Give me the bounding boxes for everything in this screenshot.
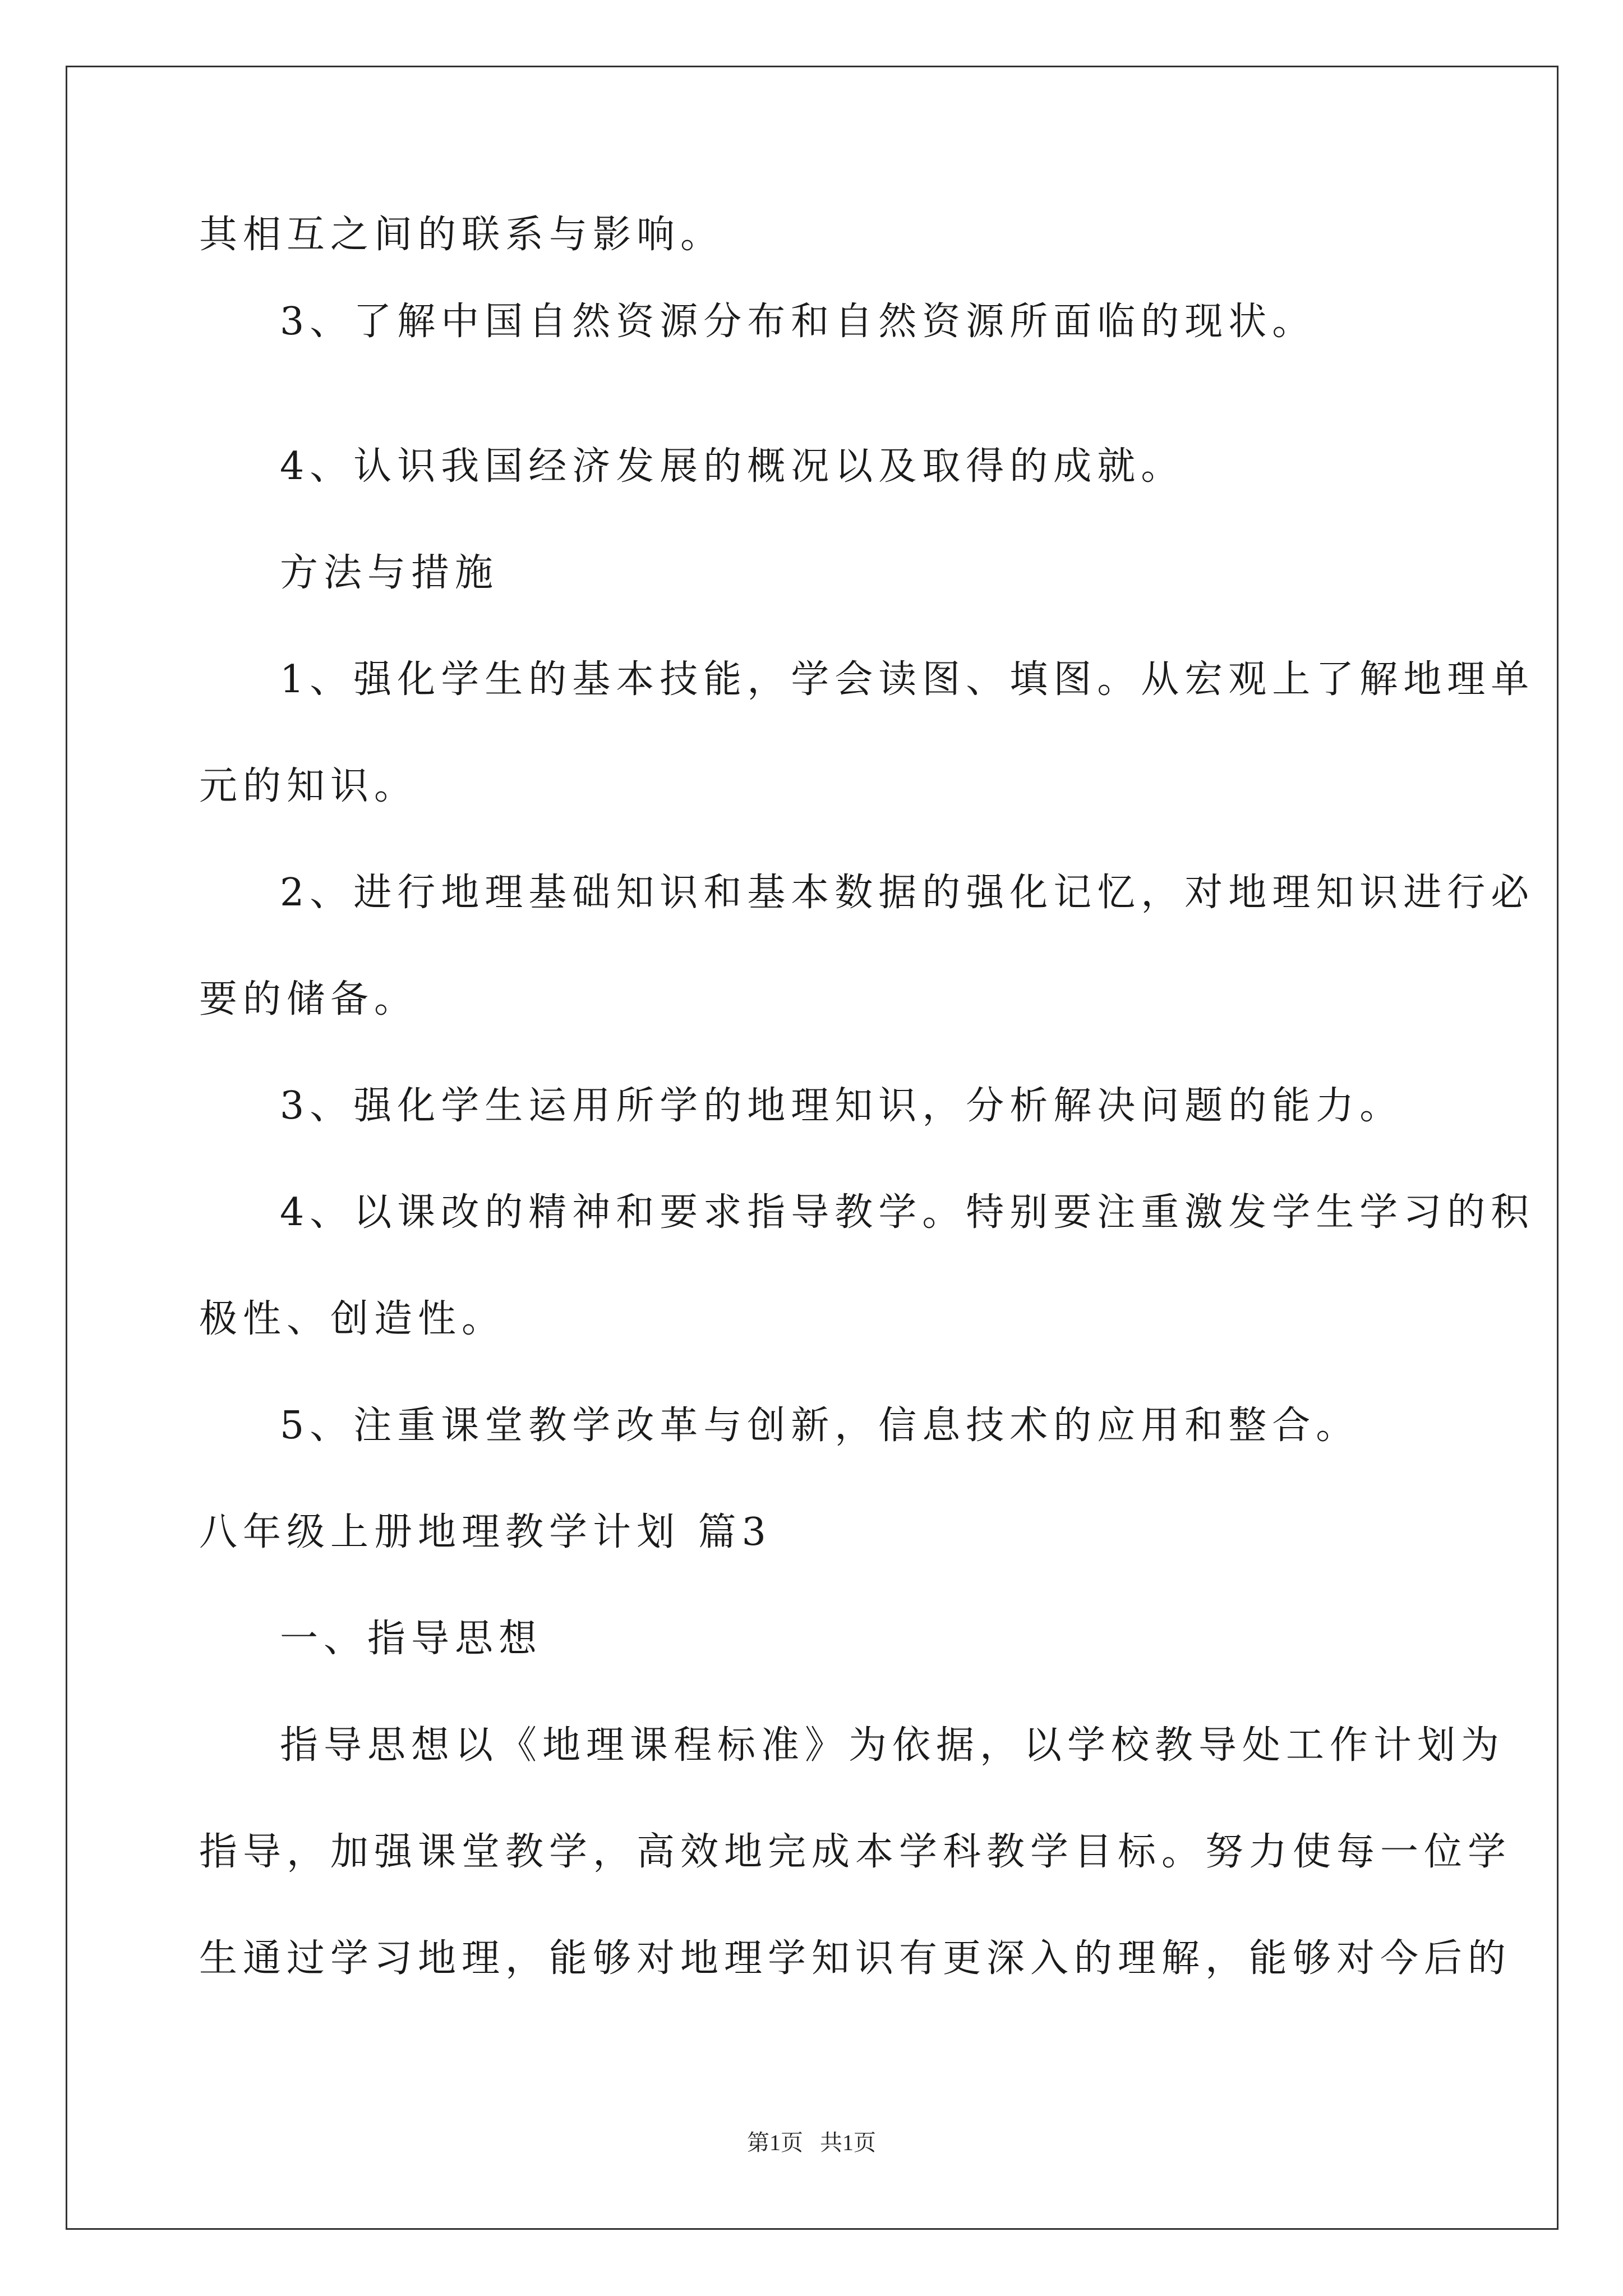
text-line: 1、强化学生的基本技能，学会读图、填图。从宏观上了解地理单 [280, 657, 1535, 702]
page-total: 共1页 [820, 2130, 876, 2155]
text-line: 生通过学习地理，能够对地理学知识有更深入的理解，能够对今后的 [199, 1936, 1512, 1981]
text-line: 4、以课改的精神和要求指导教学。特别要注重激发学生学习的积 [280, 1190, 1535, 1235]
text-line: 指导，加强课堂教学，高效地完成本学科教学目标。努力使每一位学 [199, 1830, 1512, 1874]
text-line: 5、注重课堂教学改革与创新，信息技术的应用和整合。 [280, 1404, 1360, 1448]
text-line: 4、认识我国经济发展的概况以及取得的成就。 [280, 444, 1185, 489]
text-line: 要的储备。 [199, 977, 418, 1022]
text-line: 极性、创造性。 [199, 1297, 506, 1341]
text-line: 3、强化学生运用所学的地理知识，分析解决问题的能力。 [280, 1084, 1404, 1128]
text-line: 其相互之间的联系与影响。 [199, 213, 725, 257]
text-line: 2、进行地理基础知识和基本数据的强化记忆，对地理知识进行必 [280, 871, 1535, 915]
section-heading: 方法与措施 [280, 551, 499, 595]
page-footer [0, 2125, 1623, 2157]
text-line: 指导思想以《地理课程标准》为依据，以学校教导处工作计划为 [280, 1723, 1505, 1768]
text-line: 3、了解中国自然资源分布和自然资源所面临的现状。 [280, 300, 1316, 344]
page-number: 第1页 [747, 2130, 803, 2155]
section-heading: 一、指导思想 [280, 1617, 543, 1661]
page-border [66, 66, 1559, 2230]
article-title: 八年级上册地理教学计划 篇3 [199, 1510, 772, 1554]
text-line: 元的知识。 [199, 764, 418, 808]
